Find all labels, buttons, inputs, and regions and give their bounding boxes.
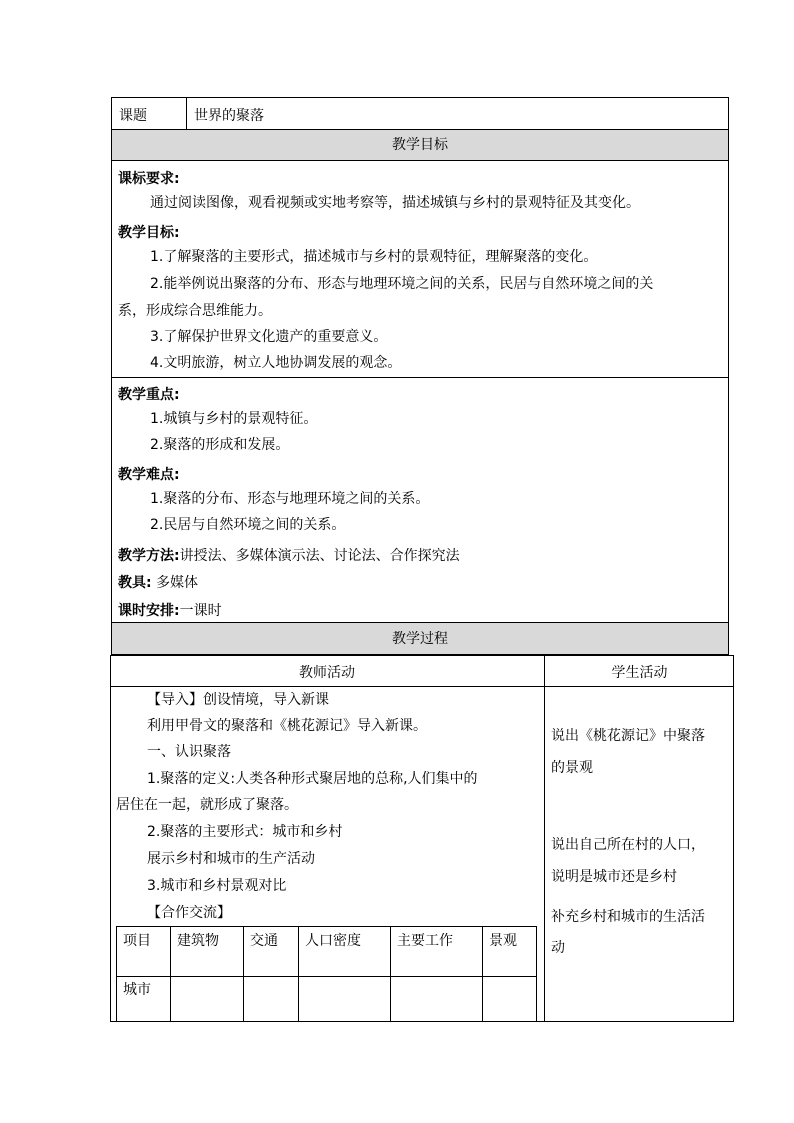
student-line: 说出《桃花源记》中聚落 [551, 728, 705, 744]
teacher-line: 1.聚落的定义:人类各种形式聚居地的总称,人们集中的 [147, 771, 478, 787]
zhongdian-item: 2.聚落的形成和发展。 [150, 437, 290, 453]
teacher-line: 3.城市和乡村景观对比 [147, 878, 287, 894]
process-header-text: 教学过程 [392, 631, 448, 647]
compare-row-cell [298, 976, 391, 1022]
zhongdian-heading: 教学重点: [118, 387, 180, 403]
jiaoju-text: 多媒体 [151, 575, 199, 591]
teacher-line: 一、认识聚落 [147, 744, 231, 760]
student-activity-header: 学生活动 [611, 665, 668, 681]
student-line: 动 [551, 940, 565, 956]
mubiao-heading: 教学目标: [118, 225, 180, 241]
compare-header-cell: 主要工作 [390, 926, 483, 977]
compare-row-cell [243, 976, 299, 1022]
teacher-line: 【合作交流】 [147, 905, 231, 921]
process-header-row-line [110, 686, 734, 687]
teacher-line: 2.聚落的主要形式：城市和乡村 [147, 824, 343, 840]
mubiao-item: 1.了解聚落的主要形式，描述城市与乡村的景观特征，理解聚落的变化。 [150, 249, 598, 265]
mubiao-item: 4.文明旅游，树立人地协调发展的观念。 [150, 355, 402, 371]
ketu-label: 课题 [119, 108, 147, 124]
teacher-line: 展示乡村和城市的生产活动 [147, 851, 315, 867]
fangfa-line [118, 545, 460, 565]
teacher-activity-header: 教师活动 [299, 665, 355, 681]
objectives-divider [111, 377, 729, 378]
compare-header-cell: 建筑物 [170, 926, 244, 977]
fangfa-text: 讲授法、多媒体演示法、讨论法、合作探究法 [179, 548, 460, 564]
compare-row-cell: 城市 [116, 976, 171, 1022]
nandian-heading: 教学难点: [118, 467, 180, 483]
teacher-line: 利用甲骨文的聚落和《桃花源记》导入新课。 [147, 718, 427, 734]
ketu-divider [186, 97, 187, 130]
mubiao-item: 系，形成综合思维能力。 [118, 303, 272, 319]
kebiao-text: 通过阅读图像，观看视频或实地考察等，描述城镇与乡村的景观特征及其变化。 [150, 195, 640, 211]
student-line: 说出自己所在村的人口， [551, 837, 705, 853]
lesson-title: 世界的聚落 [194, 108, 264, 124]
student-line: 补充乡村和城市的生活活 [551, 909, 705, 925]
keshi-text: 一课时 [179, 603, 222, 619]
compare-row-cell [390, 976, 483, 1022]
mubiao-item: 2.能举例说出聚落的分布、形态与地理环境之间的关系，民居与自然环境之间的关 [150, 276, 654, 292]
objectives-header-text: 教学目标 [392, 137, 448, 153]
compare-header-cell: 人口密度 [298, 926, 391, 977]
keshi-heading: 课时安排: [118, 603, 180, 619]
kebiao-heading: 课标要求: [118, 171, 180, 187]
teacher-line: 【导入】创设情境，导入新课 [147, 692, 329, 708]
nandian-item: 2.民居与自然环境之间的关系。 [150, 517, 346, 533]
process-header [112, 622, 728, 654]
fangfa-heading: 教学方法: [118, 548, 180, 564]
keshi-line [118, 600, 222, 620]
compare-header-cell: 项目 [116, 926, 171, 977]
compare-header-cell: 景观 [482, 926, 537, 977]
compare-header-cell: 交通 [243, 926, 299, 977]
process-col-divider [544, 655, 545, 1022]
jiaoju-line [118, 572, 198, 592]
mubiao-item: 3.了解保护世界文化遗产的重要意义。 [150, 329, 388, 345]
lesson-table [111, 97, 729, 655]
jiaoju-heading: 教具: [118, 575, 152, 591]
compare-row-cell [170, 976, 244, 1022]
student-line: 说明是城市还是乡村 [551, 869, 677, 885]
nandian-item: 1.聚落的分布、形态与地理环境之间的关系。 [150, 491, 430, 507]
compare-row-cell [482, 976, 537, 1022]
student-line: 的景观 [551, 760, 593, 776]
objectives-header [112, 130, 728, 161]
teacher-line: 居住在一起，就形成了聚落。 [116, 797, 298, 813]
zhongdian-item: 1.城镇与乡村的景观特征。 [150, 411, 318, 427]
